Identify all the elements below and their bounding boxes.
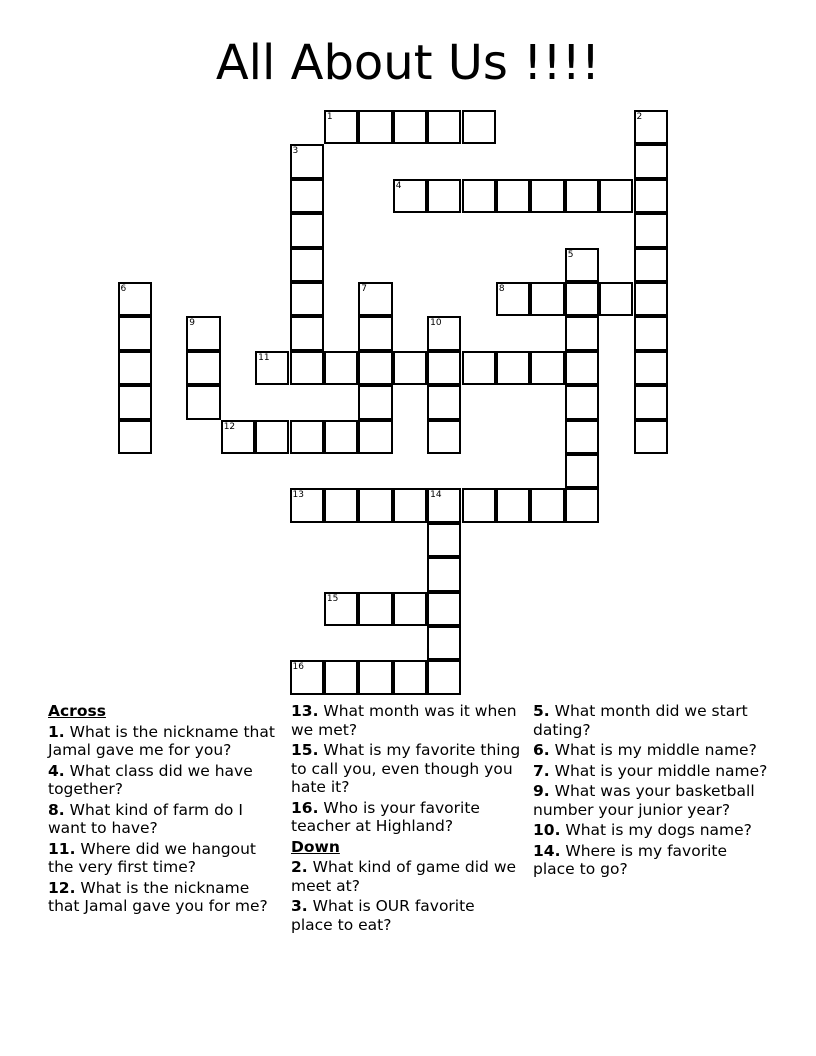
clue-number: 15 xyxy=(326,593,339,604)
clue-item xyxy=(533,821,773,840)
clue-item xyxy=(48,801,284,838)
crossword-cell[interactable] xyxy=(565,420,599,454)
crossword-cell[interactable] xyxy=(599,282,633,316)
crossword-cell[interactable] xyxy=(462,351,496,385)
crossword-cell[interactable] xyxy=(530,282,564,316)
crossword-cell[interactable] xyxy=(427,660,461,694)
crossword-cell[interactable] xyxy=(393,110,427,144)
crossword-cell[interactable] xyxy=(634,248,668,282)
crossword-cell[interactable] xyxy=(324,420,358,454)
crossword-cell[interactable] xyxy=(290,420,324,454)
clue-item xyxy=(291,897,521,934)
page-title: All About Us !!!! xyxy=(215,35,601,91)
crossword-cell[interactable] xyxy=(324,488,358,522)
clue-item-text: What was your basketball number your junior year? xyxy=(533,782,755,819)
crossword-cell[interactable] xyxy=(427,488,461,522)
crossword-cell[interactable] xyxy=(427,385,461,419)
crossword-cell[interactable] xyxy=(565,316,599,350)
crossword-cell[interactable] xyxy=(427,420,461,454)
crossword-cell[interactable] xyxy=(462,110,496,144)
clue-item-text: What is the nickname that Jamal gave you for me? xyxy=(48,878,268,915)
clue-item xyxy=(48,723,284,760)
clue-number: 3 xyxy=(292,146,299,157)
clue-item-number: 1. xyxy=(48,722,65,741)
clue-item-text: What is my favorite thing to call you, even though you hate it? xyxy=(291,741,521,796)
crossword-cell[interactable] xyxy=(496,488,530,522)
clue-item-number: 15. xyxy=(291,741,319,759)
crossword-cell[interactable] xyxy=(290,179,324,213)
clue-item-number: 8. xyxy=(48,800,65,819)
clue-item xyxy=(533,702,773,739)
crossword-cell[interactable] xyxy=(393,351,427,385)
clue-item-number: 10. xyxy=(533,821,561,839)
clue-item-number: 7. xyxy=(533,761,550,780)
crossword-cell[interactable] xyxy=(118,420,152,454)
crossword-cell[interactable] xyxy=(462,179,496,213)
crossword-cell[interactable] xyxy=(358,592,392,626)
across-clue-list xyxy=(48,723,284,916)
crossword-cell[interactable] xyxy=(290,144,324,178)
down-heading: Down xyxy=(291,837,340,856)
clue-item-text: What is your middle name? xyxy=(549,761,768,780)
crossword-cell[interactable] xyxy=(427,592,461,626)
crossword-cell[interactable] xyxy=(118,385,152,419)
crossword-cell[interactable] xyxy=(358,660,392,694)
across-clue-list-continued xyxy=(291,702,521,836)
crossword-cell[interactable] xyxy=(290,488,324,522)
clue-item-text: What is the nickname that Jamal gave me for you? xyxy=(48,722,275,759)
crossword-cell[interactable] xyxy=(634,179,668,213)
clue-item-text: What is my middle name? xyxy=(549,741,757,759)
down-clue-list xyxy=(291,858,521,934)
clue-item-text: What kind of game did we meet at? xyxy=(291,858,517,895)
crossword-cell[interactable] xyxy=(118,282,152,316)
clue-item-number: 4. xyxy=(48,761,65,780)
crossword-cell[interactable] xyxy=(255,351,289,385)
clue-column-2 xyxy=(291,700,521,934)
crossword-cell[interactable] xyxy=(358,282,392,316)
crossword-cell[interactable] xyxy=(634,144,668,178)
crossword-cell[interactable] xyxy=(634,316,668,350)
crossword-cell[interactable] xyxy=(634,110,668,144)
crossword-cell[interactable] xyxy=(324,592,358,626)
clue-item-number: 9. xyxy=(533,782,550,800)
clue-column-1 xyxy=(48,700,284,916)
crossword-cell[interactable] xyxy=(496,282,530,316)
crossword-cell[interactable] xyxy=(324,660,358,694)
down-clue-list-continued xyxy=(533,702,773,879)
clue-number: 8 xyxy=(498,284,505,294)
clue-item xyxy=(533,782,773,819)
crossword-cell[interactable] xyxy=(186,316,220,350)
clue-number: 7 xyxy=(361,284,368,294)
clue-number: 9 xyxy=(189,318,196,329)
crossword-cell[interactable] xyxy=(324,110,358,144)
crossword-cell[interactable] xyxy=(565,454,599,488)
crossword-cell[interactable] xyxy=(565,282,599,316)
clue-item xyxy=(48,840,284,877)
clue-number: 2 xyxy=(636,112,643,122)
clue-item xyxy=(48,879,284,916)
crossword-cell[interactable] xyxy=(427,110,461,144)
clue-item xyxy=(291,858,521,895)
clue-item xyxy=(291,799,521,836)
crossword-cell[interactable] xyxy=(118,351,152,385)
clue-item-number: 12. xyxy=(48,878,76,897)
clue-number: 13 xyxy=(292,490,304,501)
clue-item-text: What month was it when we met? xyxy=(291,702,517,739)
crossword-cell[interactable] xyxy=(290,660,324,694)
crossword-cell[interactable] xyxy=(358,488,392,522)
clue-item-number: 13. xyxy=(291,702,319,720)
crossword-cell[interactable] xyxy=(221,420,255,454)
clue-item-number: 14. xyxy=(533,841,561,860)
clue-number: 5 xyxy=(567,249,574,260)
crossword-cell[interactable] xyxy=(393,660,427,694)
crossword-cell[interactable] xyxy=(462,488,496,522)
clue-number: 10 xyxy=(430,318,442,329)
clue-item-number: 11. xyxy=(48,839,76,858)
crossword-cell[interactable] xyxy=(530,179,564,213)
clue-item-number: 16. xyxy=(291,798,319,817)
crossword-cell[interactable] xyxy=(565,385,599,419)
crossword-cell[interactable] xyxy=(427,351,461,385)
clue-item-number: 5. xyxy=(533,702,550,720)
clue-item-number: 6. xyxy=(533,741,550,759)
crossword-cell[interactable] xyxy=(290,316,324,350)
crossword-cell[interactable] xyxy=(427,626,461,660)
crossword-cell[interactable] xyxy=(358,385,392,419)
crossword-cell[interactable] xyxy=(427,557,461,591)
clue-item-text: Who is your favorite teacher at Highland? xyxy=(291,798,480,835)
crossword-cell[interactable] xyxy=(358,316,392,350)
clue-item-text: What month did we start dating? xyxy=(533,702,748,739)
crossword-cell[interactable] xyxy=(358,110,392,144)
crossword-cell[interactable] xyxy=(255,420,289,454)
crossword-cell[interactable] xyxy=(496,351,530,385)
clue-number: 14 xyxy=(430,490,442,501)
crossword-cell[interactable] xyxy=(393,179,427,213)
crossword-cell[interactable] xyxy=(427,179,461,213)
crossword-cell[interactable] xyxy=(393,488,427,522)
crossword-cell[interactable] xyxy=(358,351,392,385)
crossword-cell[interactable] xyxy=(427,523,461,557)
crossword-cell[interactable] xyxy=(634,213,668,247)
crossword-cell[interactable] xyxy=(634,420,668,454)
clue-number: 6 xyxy=(120,284,127,294)
crossword-cell[interactable] xyxy=(565,248,599,282)
crossword-cell[interactable] xyxy=(565,351,599,385)
clue-item xyxy=(291,702,521,739)
clue-item-text: Where did we hangout the very first time? xyxy=(48,839,256,876)
clue-number: 16 xyxy=(292,662,304,673)
crossword-cell[interactable] xyxy=(530,351,564,385)
crossword-cell[interactable] xyxy=(290,248,324,282)
clue-item-text: What kind of farm do I want to have? xyxy=(48,800,243,837)
crossword-cell[interactable] xyxy=(118,316,152,350)
clue-column-3 xyxy=(533,700,773,879)
crossword-cell[interactable] xyxy=(290,282,324,316)
crossword-cell[interactable] xyxy=(599,179,633,213)
crossword-cell[interactable] xyxy=(634,282,668,316)
crossword-cell[interactable] xyxy=(290,351,324,385)
crossword-cell[interactable] xyxy=(358,420,392,454)
crossword-cell[interactable] xyxy=(565,488,599,522)
across-heading: Across xyxy=(48,702,106,720)
clue-item-number: 3. xyxy=(291,897,308,915)
crossword-cell[interactable] xyxy=(496,179,530,213)
crossword-cell[interactable] xyxy=(290,213,324,247)
clue-item-text: What is my dogs name? xyxy=(560,821,752,839)
crossword-cell[interactable] xyxy=(427,316,461,350)
clue-item-text: What is OUR favorite place to eat? xyxy=(291,897,475,934)
clue-number: 4 xyxy=(395,180,402,191)
crossword-cell[interactable] xyxy=(186,385,220,419)
clue-item-text: Where is my favorite place to go? xyxy=(533,841,727,878)
crossword-cell[interactable] xyxy=(565,179,599,213)
crossword-cell[interactable] xyxy=(634,351,668,385)
clue-number: 11 xyxy=(258,352,270,363)
crossword-cell[interactable] xyxy=(393,592,427,626)
crossword-cell[interactable] xyxy=(324,351,358,385)
crossword-cell[interactable] xyxy=(186,351,220,385)
clue-item xyxy=(533,842,773,879)
clue-number: 12 xyxy=(223,421,236,432)
crossword-cell[interactable] xyxy=(530,488,564,522)
clue-item xyxy=(48,762,284,799)
clue-item xyxy=(533,741,773,760)
clue-item-number: 2. xyxy=(291,858,308,876)
clue-item xyxy=(291,741,521,797)
clue-item-text: What class did we have together? xyxy=(48,761,253,798)
clue-item xyxy=(533,762,773,781)
crossword-cell[interactable] xyxy=(634,385,668,419)
clue-number: 1 xyxy=(326,112,333,122)
